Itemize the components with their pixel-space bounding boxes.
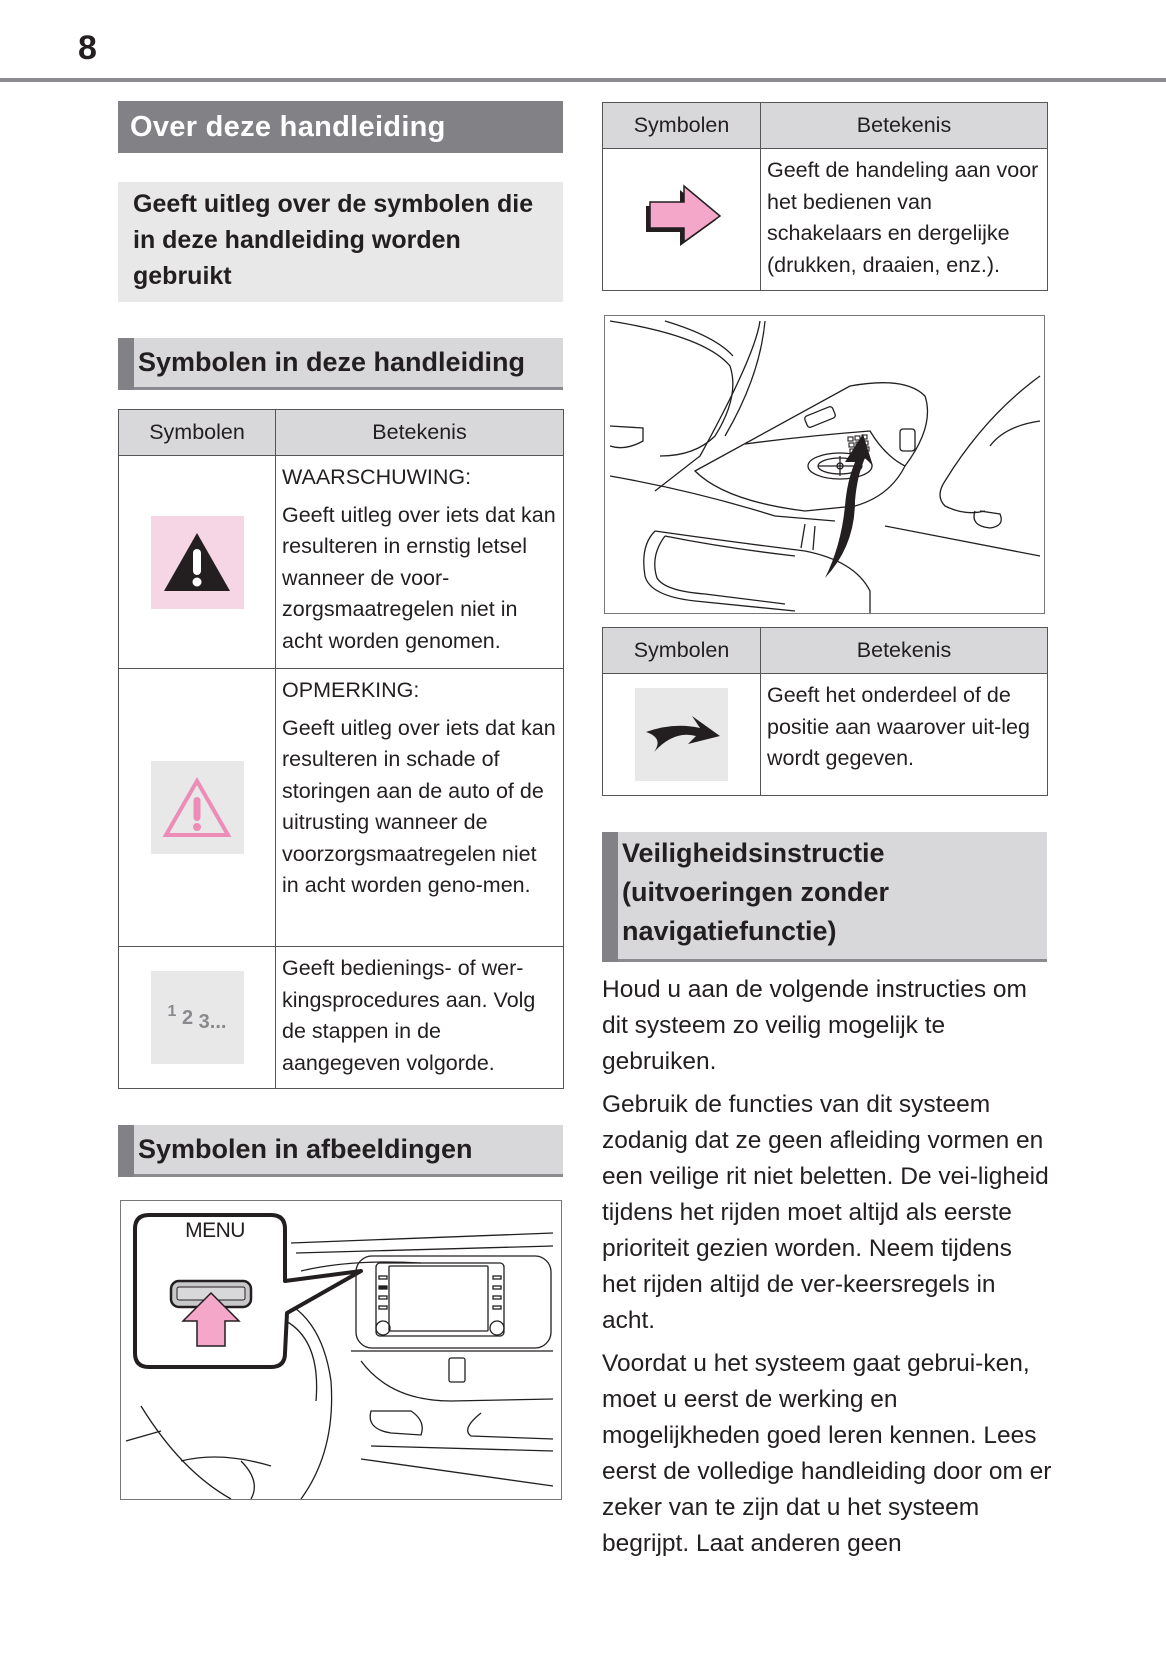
meaning-cell [761, 674, 1048, 796]
table-header-row [119, 410, 564, 456]
table-row [603, 149, 1048, 291]
table-row [119, 456, 564, 669]
section-heading-text: Symbolen in afbeeldingen [138, 1134, 473, 1164]
symbol-cell [119, 669, 276, 947]
symbol-cell [119, 456, 276, 669]
notice-label: OPMERKING: [282, 678, 420, 702]
column-header-symbols: Symbolen [119, 410, 276, 456]
section-heading-safety [602, 832, 1047, 962]
warning-label: WAARSCHUWING: [282, 465, 472, 489]
column-header-symbols: Symbolen [603, 103, 761, 149]
dashboard-with-menu-button-illustration [120, 1200, 562, 1500]
pink-action-arrow-icon [642, 182, 722, 248]
header-rule [0, 78, 1166, 82]
symbols-table-manual [118, 409, 564, 1089]
notice-text: Geeft uitleg over iets dat kan resulteren in schade of storingen aan de auto of de uitrusting wanneer de voorzorgsmaatregelen niet in acht worden geno-men. [282, 715, 556, 897]
steps-text: Geeft bedienings- of wer-kingsprocedures aan. Volg de stappen in de aangegeven volgorde. [282, 956, 536, 1075]
menu-button-label: MENU [185, 1219, 245, 1242]
paragraph: Voordat u het systeem gaat gebrui-ken, moet u eerst de werking en mogelijkheden goed leren kennen. Lees eerst de volledige handleiding door om er zeker van te zijn dat u het systeem begrijpt. Laat anderen geen [602, 1350, 1052, 1557]
meaning-cell [276, 669, 564, 947]
overhead-console-illustration [604, 315, 1045, 614]
chapter-title: Over deze handleiding [118, 101, 563, 153]
warning-text: Geeft uitleg over iets dat kan resulteren in ernstig letsel wanneer de voor-zorgsmaatregelen niet in acht worden genomen. [282, 502, 556, 653]
column-header-meaning: Betekenis [276, 410, 564, 456]
notice-triangle-outline-icon [151, 761, 244, 854]
action-arrow-text: Geeft de handeling aan voor het bedienen van schakelaars en dergelijke (drukken, draaien, enz.). [767, 158, 1039, 277]
section-heading-line: Veiligheidsinstructie [622, 838, 885, 868]
table-row [119, 947, 564, 1089]
warning-triangle-filled-icon [151, 516, 244, 609]
meaning-cell [761, 149, 1048, 291]
symbol-cell [603, 149, 761, 291]
column-header-meaning: Betekenis [761, 628, 1048, 674]
safety-body [602, 972, 1052, 1569]
section-heading-line: (uitvoeringen zonder [622, 877, 890, 907]
symbol-cell [119, 947, 276, 1089]
column-header-symbols: Symbolen [603, 628, 761, 674]
paragraph: Houd u aan de volgende instructies om dit systeem zo veilig mogelijk te gebruiken. [602, 976, 1027, 1075]
table-header-row [603, 103, 1048, 149]
table-row [119, 669, 564, 947]
section-heading-line: navigatiefunctie) [622, 916, 837, 946]
curved-pointer-arrow-icon [635, 688, 728, 781]
section-heading-symbols-images [118, 1125, 563, 1177]
column-header-meaning: Betekenis [761, 103, 1048, 149]
table-header-row [603, 628, 1048, 674]
chapter-subtitle: Geeft uitleg over de symbolen die in deze handleiding worden gebruikt [118, 182, 563, 302]
symbols-table-action [602, 102, 1048, 291]
meaning-cell [276, 456, 564, 669]
meaning-cell [276, 947, 564, 1089]
section-heading-text: Symbolen in deze handleiding [138, 347, 526, 377]
symbols-table-pointer [602, 627, 1048, 796]
page-number: 8 [78, 29, 97, 67]
paragraph: Gebruik de functies van dit systeem zodanig dat ze geen afleiding vormen en een veilige rit niet beletten. De vei-ligheid tijdens het rijden moet altijd als eerste prioriteit gezien worden. Neem tijdens het rijden altijd de ver-keersregels in acht. [602, 1091, 1049, 1334]
symbol-cell [603, 674, 761, 796]
numbered-steps-icon: $^1$ 2 3... [151, 971, 244, 1064]
section-heading-symbols-manual [118, 338, 563, 390]
pointer-arrow-text: Geeft het onderdeel of de positie aan waarover uit-leg wordt gegeven. [767, 683, 1030, 770]
table-row [603, 674, 1048, 796]
